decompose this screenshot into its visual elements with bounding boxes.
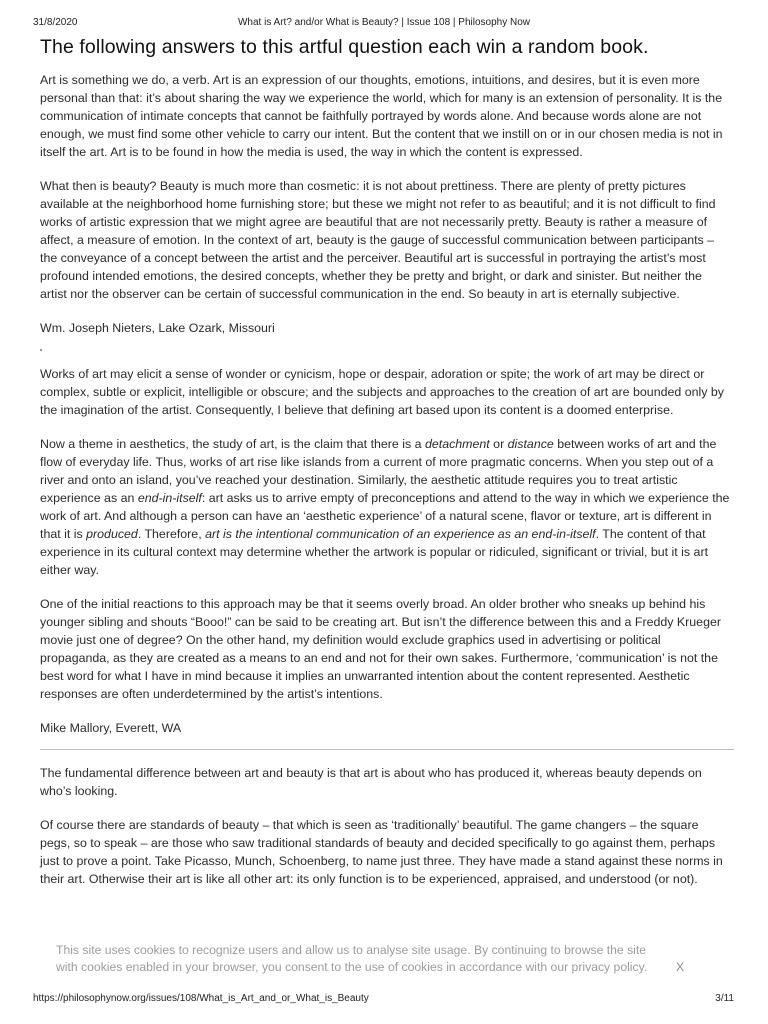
answer-1-paragraph-2: What then is beauty? Beauty is much more than cosmetic: it is not about prettiness. There are plenty of pretty pictures available at the neighborhood home furnishing store; but these we might not refer to as beautiful; and it is not difficult to find works of artistic expression that we might agree are beautiful that are not necessarily pretty. Beauty is rather a measure of affect, a measure of emotion. In the context of art, beauty is the gauge of successful communication between participants – the conveyance of a concept between the artist and the perceiver. Beautiful art is successful in portraying the artist’s most profound intended emotions, the desired concepts, whether they be pretty and bright, or dark and sinister. But neither the artist nor the observer can be certain of successful communication in the end. So beauty in art is eternally subjective. bbox=[40, 179, 716, 301]
print-url[interactable]: https://philosophynow.org/issues/108/What_is_Art_and_or_What_is_Beauty bbox=[33, 993, 369, 1004]
answer-3-paragraph-1: The fundamental difference between art and beauty is that art is about who has produced it, whereas beauty depends on who’s looking. bbox=[40, 766, 702, 798]
print-date: 31/8/2020 bbox=[33, 17, 78, 28]
article-content bbox=[40, 36, 730, 904]
cookie-banner bbox=[0, 944, 768, 984]
answer-1-signature: Wm. Joseph Nieters, Lake Ozark, Missouri bbox=[40, 321, 275, 335]
section-divider bbox=[40, 749, 734, 750]
cookie-banner-line-2: with cookies enabled in your browser, you consent to the use of cookies in accordance with our privacy policy. bbox=[56, 960, 648, 974]
print-footer bbox=[0, 993, 768, 1007]
answer-2-signature: Mike Mallory, Everett, WA bbox=[40, 721, 182, 735]
answer-3-paragraph-2: Of course there are standards of beauty – that which is seen as ‘traditionally’ beautiful. The game changers – the square pegs, so to speak – are those who saw traditional standards of beauty and decided specifically to go against them, perhaps just to prove a point. Take Picasso, Munch, Schoenberg, to name just three. They have made a stand against these norms in their art. Otherwise their art is like all other art: its only function is to be experienced, appraised, and understood (or not). bbox=[40, 818, 723, 886]
cookie-banner-line-1: This site uses cookies to recognize users and allow us to analyse site usage. By continuing to browse the site bbox=[56, 943, 647, 957]
cookie-close-button[interactable]: X bbox=[676, 960, 685, 974]
answer-2-paragraph-2: Now a theme in aesthetics, the study of art, is the claim that there is a detachment or distance between works of art and the flow of everyday life. Thus, works of art rise like islands from a current of more pragmatic concerns. When you step out of a river and onto an island, you’ve reached your destination. Similarly, the aesthetic attitude requires you to treat artistic experience as an end-in-itself: art asks us to arrive empty of preconceptions and attend to the way in which we experience the work of art. And although a person can have an ‘aesthetic experience’ of a natural scene, flavor or texture, art is different in that it is produced. Therefore, art is the intentional communication of an experience as an end-in-itself. The content of that experience in its cultural context may determine whether the artwork is popular or ridiculed, significant or trivial, but it is art either way. bbox=[40, 437, 730, 577]
answer-1 bbox=[40, 71, 730, 337]
answer-1-paragraph-1: Art is something we do, a verb. Art is an expression of our thoughts, emotions, intuitions, and desires, but it is even more personal than that: it’s about sharing the way we experience the world, which for many is an extension of personality. It is the communication of intimate concepts that cannot be faithfully portrayed by words alone. And because words alone are not enough, we must find some other vehicle to carry our intent. But the content that we instill on or in our chosen media is not in itself the art. Art is to be found in how the media is used, the way in which the content is expressed. bbox=[40, 73, 723, 159]
answer-2 bbox=[40, 365, 730, 737]
answer-2-paragraph-1: Works of art may elicit a sense of wonder or cynicism, hope or despair, adoration or spite; the work of art may be direct or complex, subtle or explicit, intelligible or obscure; and the subjects and approaches to the creation of art are bounded only by the imagination of the artist. Consequently, I believe that defining art based upon its content is a doomed enterprise. bbox=[40, 367, 724, 417]
print-header bbox=[0, 17, 768, 31]
dotted-divider bbox=[40, 349, 730, 355]
print-page-title: What is Art? and/or What is Beauty? | Issue 108 | Philosophy Now bbox=[237, 17, 530, 28]
page-number: 3/11 bbox=[715, 993, 734, 1004]
answer-2-paragraph-3: One of the initial reactions to this approach may be that it seems overly broad. An older brother who sneaks up behind his younger sibling and shouts “Booo!” can be said to be creating art. But isn’t the difference between this and a Freddy Krueger movie just one of degree? On the other hand, my definition would exclude graphics used in advertising or political propaganda, as they are created as a means to an end and not for their own sakes. Furthermore, ‘communication’ is not the best word for what I have in mind because it implies an unwarranted intention about the content represented. Aesthetic responses are often underdetermined by the artist’s intentions. bbox=[40, 597, 721, 701]
answer-3 bbox=[40, 764, 730, 888]
page-title: The following answers to this artful question each win a random book. bbox=[40, 36, 649, 58]
